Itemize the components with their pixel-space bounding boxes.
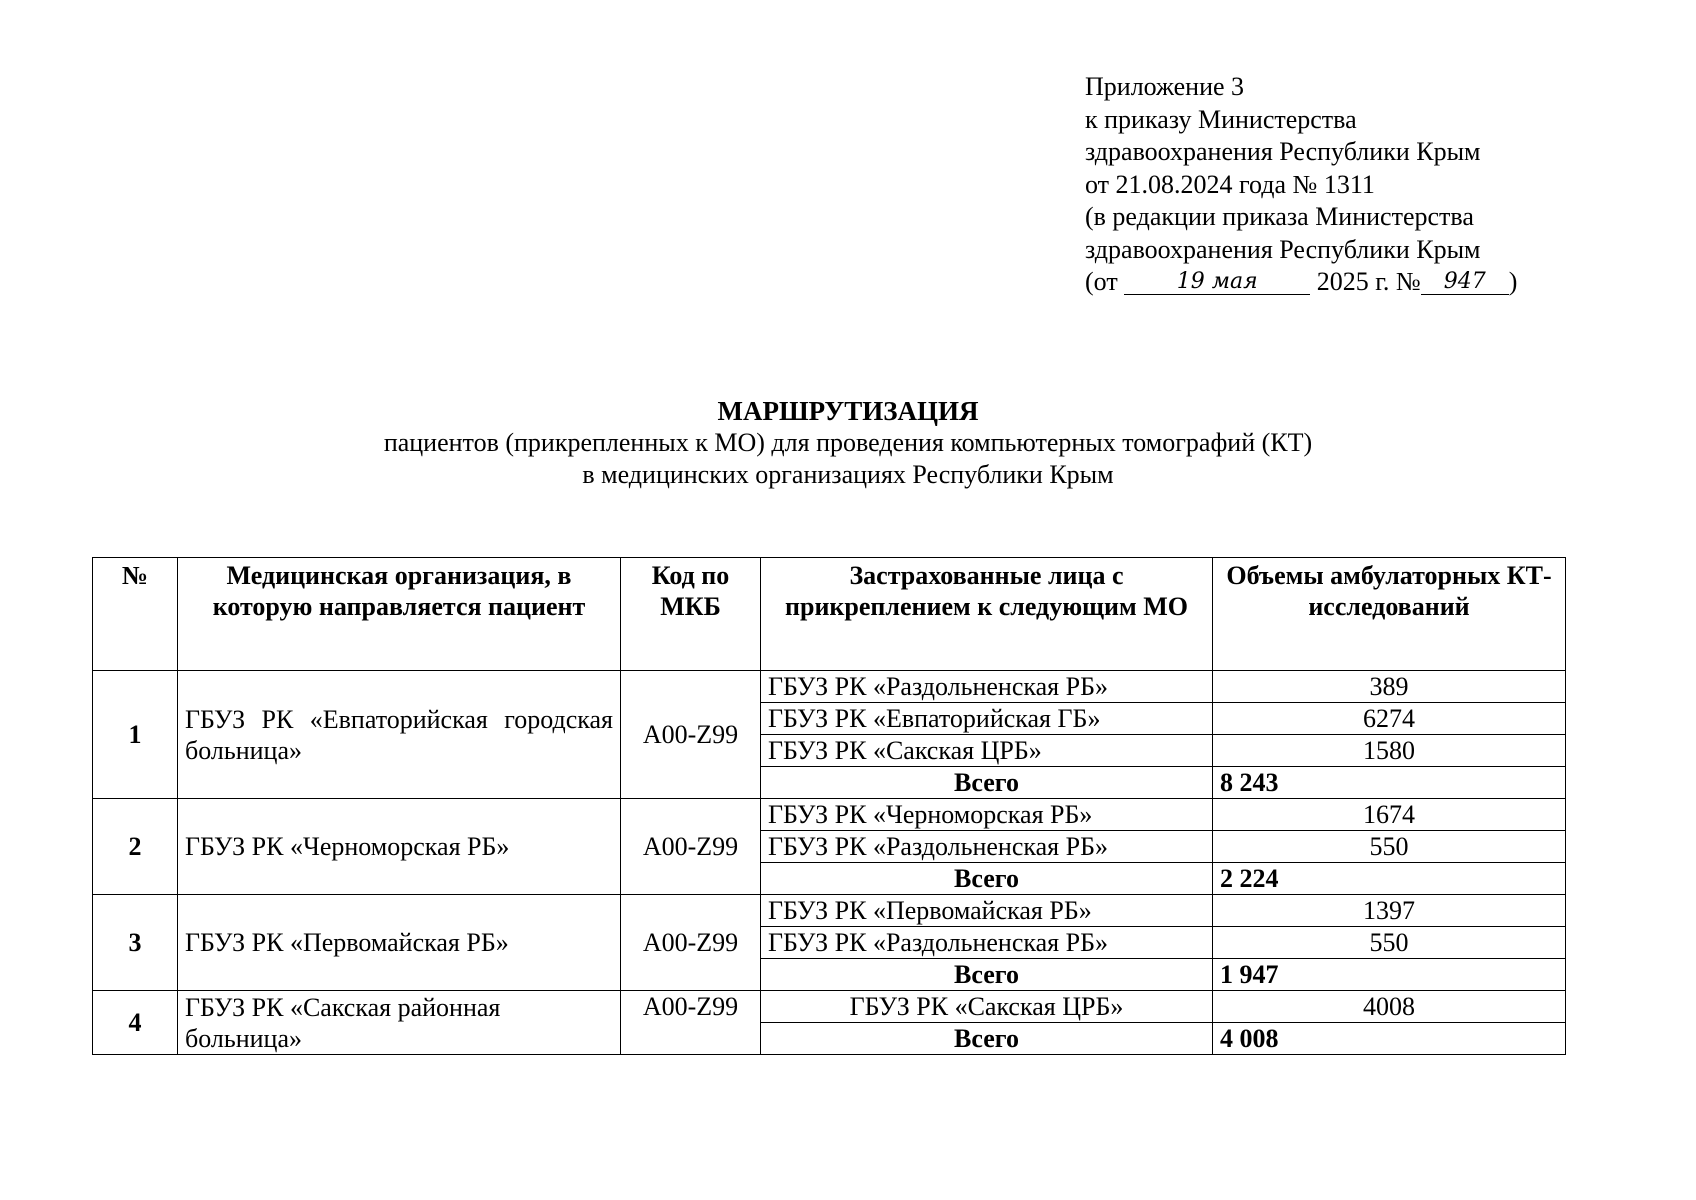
- appendix-line: от 21.08.2024 года № 1311: [1085, 169, 1375, 199]
- icd-code-cell: A00-Z99: [621, 799, 761, 895]
- volume-cell: 550: [1213, 831, 1566, 863]
- icd-code-cell: A00-Z99: [621, 895, 761, 991]
- volume-cell: 6274: [1213, 703, 1566, 735]
- total-value: 1 947: [1213, 959, 1566, 991]
- insured-mo-cell: ГБУЗ РК «Сакская ЦРБ»: [761, 991, 1213, 1023]
- document-subtitle: пациентов (прикрепленных к МО) для проведения компьютерных томографий (КТ): [383, 428, 1313, 457]
- table-header-row: [93, 558, 1566, 671]
- volume-cell: 1674: [1213, 799, 1566, 831]
- routing-table: [92, 557, 1566, 1055]
- insured-mo-cell: ГБУЗ РК «Черноморская РБ»: [761, 799, 1213, 831]
- total-label: Всего: [761, 767, 1213, 799]
- icd-code-cell: A00-Z99: [621, 671, 761, 799]
- total-value: 4 008: [1213, 1023, 1566, 1055]
- volume-cell: 1580: [1213, 735, 1566, 767]
- handwritten-order-number: 947: [1421, 270, 1509, 295]
- volume-cell: 550: [1213, 927, 1566, 959]
- row-number: 1: [93, 671, 178, 799]
- document-subtitle: в медицинских организациях Республики Крым: [582, 460, 1114, 489]
- appendix-line: здравоохранения Республики Крым: [1085, 234, 1481, 264]
- insured-mo-cell: ГБУЗ РК «Раздольненская РБ»: [761, 671, 1213, 703]
- header-organization: Медицинская организация, в которую направляется пациент: [178, 558, 621, 671]
- volume-cell: 389: [1213, 671, 1566, 703]
- header-icd: Код по МКБ: [621, 558, 761, 671]
- header-volume: Объемы амбулаторных КТ-исследований: [1213, 558, 1566, 671]
- organization-cell: ГБУЗ РК «Сакская районная больница»: [178, 991, 621, 1055]
- document-title: МАРШРУТИЗАЦИЯ: [717, 396, 979, 426]
- appendix-block: [1085, 71, 1605, 299]
- handwritten-date: 19 мая: [1124, 270, 1310, 295]
- insured-mo-cell: ГБУЗ РК «Первомайская РБ»: [761, 895, 1213, 927]
- organization-cell: ГБУЗ РК «Черноморская РБ»: [178, 799, 621, 895]
- amendment-year: 2025 г. №: [1316, 267, 1421, 296]
- total-label: Всего: [761, 1023, 1213, 1055]
- insured-mo-cell: ГБУЗ РК «Евпаторийская ГБ»: [761, 703, 1213, 735]
- icd-code-cell: A00-Z99: [621, 991, 761, 1055]
- table-row: [93, 671, 1566, 703]
- header-num: №: [93, 558, 178, 671]
- total-value: 2 224: [1213, 863, 1566, 895]
- insured-mo-cell: ГБУЗ РК «Сакская ЦРБ»: [761, 735, 1213, 767]
- appendix-line: здравоохранения Республики Крым: [1085, 137, 1481, 166]
- amendment-prefix: (от: [1085, 267, 1118, 296]
- total-value: 8 243: [1213, 767, 1566, 799]
- appendix-line: Приложение 3: [1085, 72, 1245, 101]
- appendix-amendment-line: [1085, 266, 1605, 299]
- row-number: 3: [93, 895, 178, 991]
- organization-cell: ГБУЗ РК «Первомайская РБ»: [178, 895, 621, 991]
- total-label: Всего: [761, 959, 1213, 991]
- table-row: [93, 895, 1566, 927]
- total-label: Всего: [761, 863, 1213, 895]
- appendix-line: к приказу Министерства: [1085, 104, 1357, 134]
- table-row: [93, 799, 1566, 831]
- amendment-suffix: ): [1508, 267, 1518, 296]
- appendix-line: (в редакции приказа Министерства: [1085, 202, 1474, 231]
- insured-mo-cell: ГБУЗ РК «Раздольненская РБ»: [761, 831, 1213, 863]
- table-row: [93, 991, 1566, 1023]
- document-title-block: [0, 395, 1696, 491]
- header-insured: Застрахованные лица с прикреплением к следующим МО: [761, 558, 1213, 671]
- row-number: 2: [93, 799, 178, 895]
- volume-cell: 1397: [1213, 895, 1566, 927]
- insured-mo-cell: ГБУЗ РК «Раздольненская РБ»: [761, 927, 1213, 959]
- organization-cell: ГБУЗ РК «Евпаторийская городская больница»: [178, 671, 621, 799]
- row-number: 4: [93, 991, 178, 1055]
- volume-cell: 4008: [1213, 991, 1566, 1023]
